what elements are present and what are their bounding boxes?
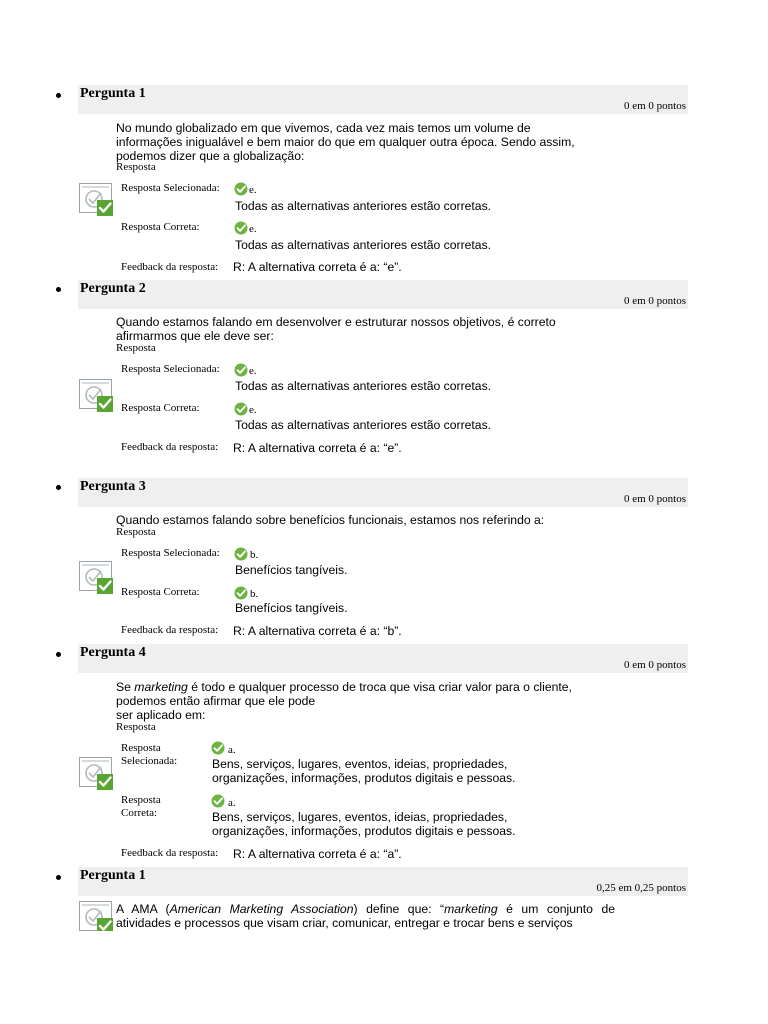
question-text-line: informações inigualável e bem maior do que em qualquer outra época. Sendo assim, (116, 135, 575, 149)
answer-letter: a. (228, 744, 236, 756)
question-text-line: A AMA (American Marketing Association) define que: “marketing é um conjunto de (116, 902, 616, 916)
feedback-text: R: A alternativa correta é a: “e”. (233, 260, 402, 274)
selected-answer-label: Resposta Selecionada: (121, 547, 220, 559)
feedback-text: R: A alternativa correta é a: “b”. (233, 624, 402, 638)
answer-letter: e. (249, 223, 257, 235)
selected-answer-label: Resposta Selecionada: (121, 742, 178, 767)
selected-answer-text: Bens, serviços, lugares, eventos, ideias, propriedades, organizações, informações, produtos digitais e pessoas. (212, 757, 516, 785)
list-bullet (56, 875, 61, 880)
selected-answer-label: Resposta Selecionada: (121, 363, 220, 375)
question-points: 0 em 0 pontos (623, 659, 686, 671)
selected-answer-text: Todas as alternativas anteriores estão corretas. (235, 379, 492, 393)
question-status-icon (79, 901, 113, 931)
answer-letter: e. (249, 365, 257, 377)
selected-answer-text: Todas as alternativas anteriores estão corretas. (235, 199, 492, 213)
correct-answer-label: Resposta Correta: (121, 221, 200, 233)
question-points: 0 em 0 pontos (623, 100, 686, 112)
resposta-label: Resposta (116, 161, 156, 173)
feedback-text: R: A alternativa correta é a: “a”. (233, 847, 402, 861)
selected-answer-text: Benefícios tangíveis. (235, 563, 348, 577)
question-points: 0 em 0 pontos (623, 295, 686, 307)
question-text-line: afirmarmos que ele deve ser: (116, 329, 274, 343)
question-title: Pergunta 1 (80, 86, 146, 101)
selected-answer-label: Resposta Selecionada: (121, 182, 220, 194)
feedback-label: Feedback da resposta: (121, 624, 219, 636)
answer-letter: b. (250, 549, 259, 561)
correct-answer-label: Resposta Correta: (121, 794, 161, 819)
feedback-text: R: A alternativa correta é a: “e”. (233, 441, 402, 455)
feedback-label: Feedback da resposta: (121, 261, 219, 273)
question-text-line: podemos dizer que a globalização: (116, 149, 305, 163)
question-points: 0 em 0 pontos (623, 493, 686, 505)
correct-answer-text: Bens, serviços, lugares, eventos, ideias, propriedades, organizações, informações, produtos digitais e pessoas. (212, 810, 516, 838)
question-title: Pergunta 3 (80, 479, 146, 494)
correct-answer-text: Todas as alternativas anteriores estão corretas. (235, 238, 492, 252)
answer-letter: b. (250, 588, 259, 600)
correct-answer-label: Resposta Correta: (121, 586, 200, 598)
question-text-line: podemos então afirmar que ele pode (116, 694, 316, 708)
question-text (116, 902, 615, 930)
answer-letter: e. (249, 184, 257, 196)
question-title: Pergunta 1 (80, 868, 146, 883)
question-text-line: No mundo globalizado em que vivemos, cada vez mais temos um volume de (116, 121, 531, 135)
question-text-line: Se marketing é todo e qualquer processo de troca que visa criar valor para o cliente, (116, 680, 572, 694)
answer-letter: a. (228, 797, 236, 809)
correct-answer-label: Resposta Correta: (121, 402, 200, 414)
question-points: 0,25 em 0,25 pontos (596, 882, 686, 894)
resposta-label: Resposta (116, 721, 156, 733)
question-header (78, 867, 688, 896)
feedback-label: Feedback da resposta: (121, 847, 219, 859)
question-text-line: atividades e processos que visam criar, comunicar, entregar e trocar bens e serviços (116, 916, 573, 930)
feedback-label: Feedback da resposta: (121, 441, 219, 453)
resposta-label: Resposta (116, 342, 156, 354)
correct-answer-text: Benefícios tangíveis. (235, 601, 348, 615)
question-text-line: ser aplicado em: (116, 708, 206, 722)
question-text-line: Quando estamos falando em desenvolver e estruturar nossos objetivos, é correto (116, 315, 556, 329)
resposta-label: Resposta (116, 526, 156, 538)
answer-letter: e. (249, 404, 257, 416)
question-title: Pergunta 4 (80, 645, 146, 660)
question-title: Pergunta 2 (80, 281, 146, 296)
question-text-line: Quando estamos falando sobre benefícios funcionais, estamos nos referindo a: (116, 513, 545, 527)
correct-answer-text: Todas as alternativas anteriores estão corretas. (235, 418, 492, 432)
